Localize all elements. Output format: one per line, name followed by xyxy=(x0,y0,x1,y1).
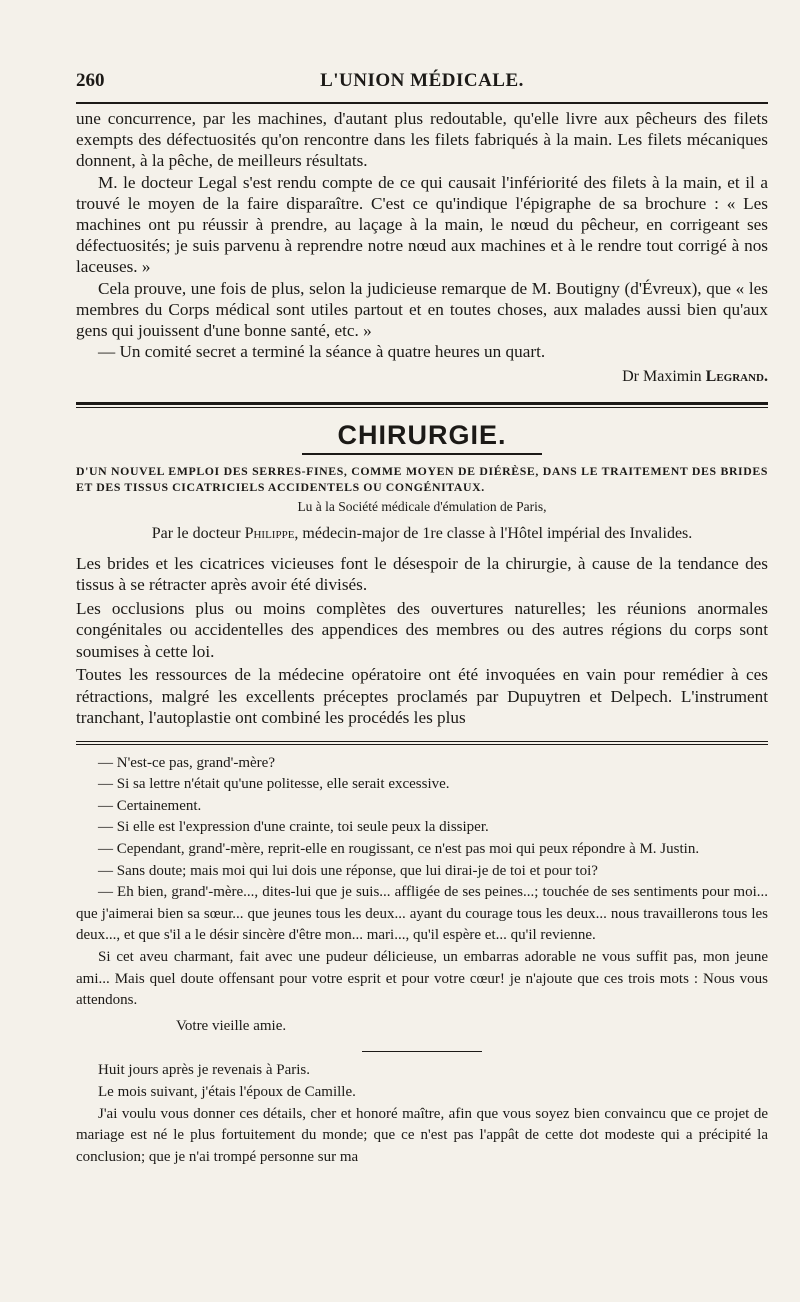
narrative-line: Le mois suivant, j'étais l'époux de Camille. xyxy=(98,1083,356,1100)
section-rule xyxy=(76,402,768,408)
body-paragraph: Les brides et les cicatrices vicieuses font le désespoir de la chirurgie, à cause de la tendance des tissus à se rétracter après avoir été divisés. xyxy=(76,553,768,595)
body-paragraph: Toutes les ressources de la médecine opératoire ont été invoquées en vain pour remédier à ces rétractions, malgré les excellents préceptes proclamés par Dupuytren et Delpech. L'instrument tranchant, l'autoplastie ont combiné les procédés les plus xyxy=(76,665,768,728)
title-underline xyxy=(302,453,542,455)
letter-sign-off: Votre vieille amie. xyxy=(176,1017,287,1034)
dialogue-line: — N'est-ce pas, grand'-mère? xyxy=(98,754,275,771)
author-line xyxy=(76,525,768,543)
page-number: 260 xyxy=(76,70,105,91)
author-suffix: , médecin-major de 1re classe à l'Hôtel impérial des Invalides. xyxy=(294,524,693,542)
feuilleton-section xyxy=(76,753,768,1169)
dialogue-line: — Sans doute; mais moi qui lui dois une réponse, que lui dirai-je de toi et pour toi? xyxy=(98,862,598,879)
dialogue-line: — Si sa lettre n'était qu'une politesse, elle serait excessive. xyxy=(98,776,450,793)
author-prefix: Par le docteur xyxy=(151,524,241,542)
signature-name: Legrand. xyxy=(705,368,768,386)
dialogue-line: Si cet aveu charmant, fait avec une pudeur délicieuse, un embarras adorable ne vous suffit pas, mon jeune ami... Mais quel doute offensant pour votre esprit et pour votre cœur! je n'ajoute que ces trois mots : Nous vous attendons. xyxy=(76,948,768,1009)
header-rule xyxy=(76,102,768,104)
short-rule xyxy=(362,1051,482,1052)
journal-page xyxy=(76,70,768,1168)
narrative-line: J'ai voulu vous donner ces détails, cher et honoré maître, afin que vous soyez bien convaincu que ce projet de mariage est né le plus fortuitement du monde; que ce n'est pas l'appât de cette dot modeste qui a précipité la conclusion; que je n'ai trompé personne sur ma xyxy=(76,1105,768,1165)
continuation-section xyxy=(76,108,768,388)
signature xyxy=(76,366,768,387)
dialogue-line: — Eh bien, grand'-mère..., dites-lui que je suis... affligée de ses peines...; touchée de ses sentiments pour moi... que j'aimerai bien sa sœur... que jeunes tous les deux... ayant du courage tous les deux... nous travaillerons tous les deux..., et que s'il a le désir sincère d'être mon... mari..., qu'il espère et... qu'il revienne. xyxy=(76,884,768,944)
body-paragraph: Les occlusions plus ou moins complètes des ouvertures naturelles; les réunions anormales congénitales ou accidentelles des appendices des membres ou des autres régions du corps sont soumises à cette loi. xyxy=(76,598,768,661)
signature-prefix: Dr Maximin xyxy=(622,368,702,386)
author-name: Philippe xyxy=(244,524,295,542)
dialogue-line: — Si elle est l'expression d'une crainte, toi seule peux la dissiper. xyxy=(98,819,489,836)
continuation-paragraph: M. le docteur Legal s'est rendu compte de ce qui causait l'infériorité des filets à la main, et il a trouvé le moyen de la faire disparaître. C'est ce qu'indique l'épigraphe de sa brochure : « Les machines ont pu réussir à prendre, au laçage à la main, le nœud du pêcheur, en corrigeant ses défectuosités; je suis parvenu à reprendre notre nœud aux machines et à le rendre tout corrigé à nos laceuses. » xyxy=(76,172,768,277)
narrative-line: Huit jours après je revenais à Paris. xyxy=(98,1062,311,1079)
page-header xyxy=(76,70,768,100)
dialogue-line: — Cependant, grand'-mère, reprit-elle en rougissant, ce n'est pas moi qui peux répondre à M. Justin. xyxy=(98,841,700,858)
continuation-paragraph: — Un comité secret a terminé la séance à quatre heures un quart. xyxy=(98,342,546,362)
dialogue-line: — Certainement. xyxy=(98,797,202,814)
section-title: CHIRURGIE. xyxy=(337,419,507,450)
read-at-line: Lu à la Société médicale d'émulation de Paris, xyxy=(297,498,547,514)
feuilleton-rule xyxy=(76,741,768,745)
article-title: D'UN NOUVEL EMPLOI DES SERRES-FINES, COMME MOYEN DE DIÉRÈSE, DANS LE TRAITEMENT DES BRIDES ET DES TISSUS CICATRICIELS ACCIDENTELS OU CONGÉNITAUX. xyxy=(76,463,768,494)
continuation-paragraph: une concurrence, par les machines, d'autant plus redoutable, qu'elle livre aux pêcheurs des filets exempts des défectuosités qu'on rencontre dans les filets fabriqués à la main. Les filets mécaniques donnent, à la pêche, de meilleurs résultats. xyxy=(76,109,768,171)
continuation-paragraph: Cela prouve, une fois de plus, selon la judicieuse remarque de M. Boutigny (d'Évreux), que « les membres du Corps médical sont utiles partout et en toutes choses, aux malades aussi bien qu'aux gens qui jouissent d'une bonne santé, etc. » xyxy=(76,278,768,341)
chirurgie-section xyxy=(76,420,768,729)
journal-title: L'UNION MÉDICALE. xyxy=(320,70,524,91)
chirurgie-body xyxy=(76,553,768,729)
